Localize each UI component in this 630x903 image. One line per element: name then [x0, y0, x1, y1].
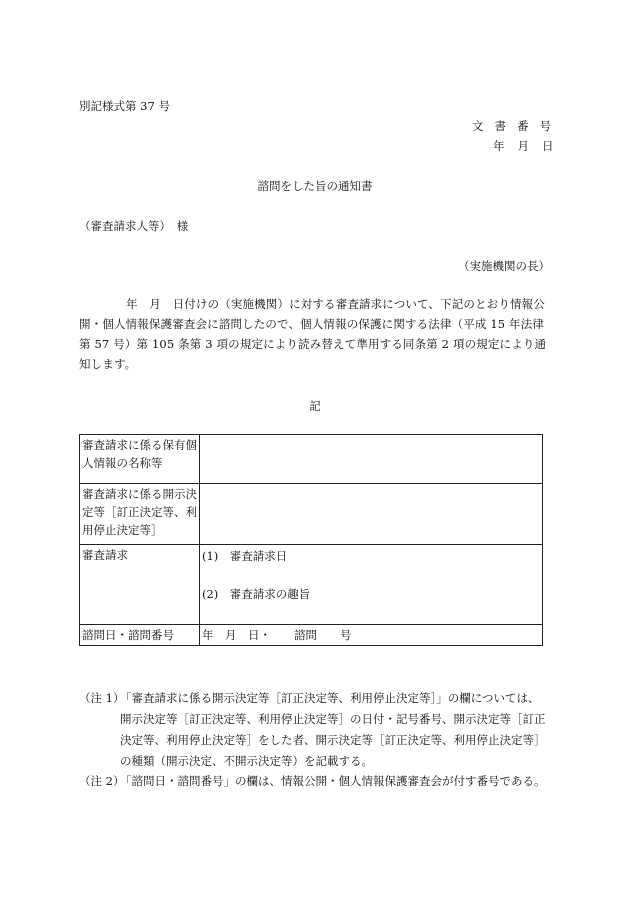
info-table	[79, 434, 543, 646]
note-text: 「諮問日・諮問番号」の欄は、情報公開・個人情報保護審査会が付す番号である。	[120, 774, 546, 788]
row-label-disclosure-decision: 審査請求に係る開示決定等［訂正決定等、利用停止決定等］	[80, 484, 200, 545]
row-value-disclosure-decision	[200, 484, 543, 545]
sender: （実施機関の長）	[458, 259, 550, 273]
body-paragraph: 年 月 日付けの（実施機関）に対する審査請求について、下記のとおり情報公開・個人情報保護審査会に諮問したので、個人情報の保護に関する法律（平成 15 年法律第 57 号）第 105 条第 3 項の規定により読み替えて準用する同条第 2 項の規定により通知します。	[79, 297, 547, 371]
table-row	[80, 435, 543, 484]
note-label: （注 1）	[79, 691, 125, 705]
row-value-request	[200, 545, 543, 625]
table-row	[80, 484, 543, 545]
row-value-consultation: 年 月 日・ 諮問 号	[200, 625, 543, 646]
ki-heading: 記	[309, 399, 321, 413]
row-value-personal-info-name	[200, 435, 543, 484]
note-text: 「審査請求に係る開示決定等［訂正決定等、利用停止決定等］」の欄については、開示決定等［訂正決定等、利用停止決定等］の日付・記号番号、開示決定等［訂正決定等、利用停止決定等］をした者、開示決定等［訂正決定等、利用停止決定等］の種類（開示決定、不開示決定等）を記載する。	[120, 691, 546, 768]
row-label-personal-info-name: 審査請求に係る保有個人情報の名称等	[80, 435, 200, 484]
page-title: 諮問をした旨の通知書	[257, 179, 373, 193]
addressee: （審査請求人等） 様	[79, 219, 189, 233]
note-label: （注 2）	[79, 774, 125, 788]
row-label-consultation: 諮問日・諮問番号	[80, 625, 200, 646]
document-date-label: 年月日	[493, 139, 567, 153]
request-date-item: (1) 審査請求日	[202, 549, 288, 563]
table-row	[80, 545, 543, 625]
table-row	[80, 625, 543, 646]
row-label-request: 審査請求	[80, 545, 200, 625]
document-number-label: 文書番号	[472, 119, 562, 133]
form-number: 別記様式第 37 号	[79, 99, 170, 113]
note-2	[79, 771, 549, 792]
request-purpose-item: (2) 審査請求の趣旨	[202, 587, 311, 601]
note-1	[79, 688, 549, 772]
